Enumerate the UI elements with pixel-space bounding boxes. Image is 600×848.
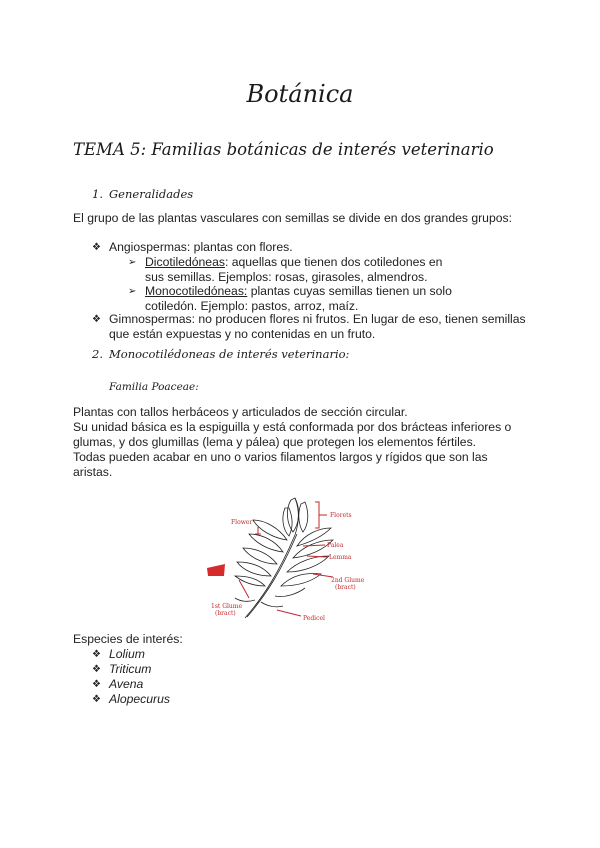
annotation-lines	[239, 502, 333, 616]
label-1st-glume: 1st Glume	[211, 603, 243, 610]
label-flower: Flower	[231, 519, 253, 526]
diamond-bullet-icon: ❖	[92, 314, 101, 325]
description-line: Todas pueden acabar en uno o varios filamentos largos y rígidos que son las aristas.	[73, 450, 488, 479]
red-marker-shape	[207, 564, 225, 576]
arrow-bullet-icon: ➢	[128, 286, 137, 297]
species-name: Lolium	[109, 647, 145, 661]
species-item	[92, 692, 532, 707]
section-1-number: 1.	[92, 187, 103, 201]
diamond-bullet-icon: ❖	[92, 694, 101, 705]
description-line: Plantas con tallos herbáceos y articulados de sección circular.	[73, 405, 408, 419]
species-name: Triticum	[109, 662, 152, 676]
section-1-heading	[92, 187, 193, 201]
bullet-gimnospermas	[92, 312, 532, 342]
section-2-title: Monocotilédoneas de interés veterinario:	[109, 347, 350, 361]
definition-text: : aquellas que tienen dos cotiledones en sus semillas. Ejemplos: rosas, girasoles, almendros.	[145, 255, 443, 284]
sub-bullet-dicotiledoneas	[128, 255, 458, 285]
section-2-heading	[92, 347, 349, 361]
diamond-bullet-icon: ❖	[92, 679, 101, 690]
species-item	[92, 647, 532, 662]
label-2nd-glume: 2nd Glume	[331, 577, 365, 584]
label-2nd-glume-bract: (bract)	[335, 584, 356, 591]
label-florets: Florets	[330, 512, 352, 519]
species-name: Avena	[109, 677, 144, 691]
bullet-angiospermas	[92, 240, 532, 255]
species-item	[92, 662, 532, 677]
term-dicotiledoneas: Dicotiledóneas	[145, 255, 225, 269]
diamond-bullet-icon: ❖	[92, 649, 101, 660]
section-2-number: 2.	[92, 347, 103, 361]
diamond-bullet-icon: ❖	[92, 242, 101, 253]
label-palea: Palea	[327, 542, 344, 549]
label-lemma: Lemma	[329, 554, 352, 561]
family-heading: Familia Poaceae:	[109, 381, 199, 393]
bullet-text: Angiospermas: plantas con flores.	[109, 240, 293, 254]
arrow-bullet-icon: ➢	[128, 257, 137, 268]
spikelet-diagram	[205, 490, 365, 630]
topic-heading: TEMA 5: Familias botánicas de interés veterinario	[73, 140, 494, 159]
species-name: Alopecurus	[109, 692, 170, 706]
family-description	[73, 405, 528, 480]
species-item	[92, 677, 532, 692]
species-heading: Especies de interés:	[73, 632, 183, 646]
label-1st-glume-bract: (bract)	[215, 610, 236, 617]
document-title: Botánica	[246, 80, 354, 108]
intro-paragraph: El grupo de las plantas vasculares con semillas se divide en dos grandes grupos:	[73, 211, 512, 225]
bullet-text: Gimnospermas: no producen flores ni frutos. En lugar de eso, tienen semillas que están expuestas y no contenidas en un fruto.	[109, 312, 526, 341]
spikelet-drawing	[235, 498, 333, 618]
label-pedicel: Pedicel	[303, 615, 325, 622]
sub-bullet-monocotiledoneas	[128, 284, 458, 314]
diamond-bullet-icon: ❖	[92, 664, 101, 675]
term-monocotiledoneas: Monocotiledóneas:	[145, 284, 248, 298]
section-1-title: Generalidades	[109, 187, 194, 201]
definition-text: plantas cuyas semillas tienen un solo cotiledón. Ejemplo: pastos, arroz, maíz.	[145, 284, 452, 313]
description-line: Su unidad básica es la espiguilla y está conformada por dos brácteas inferiores o glumas, y dos glumillas (lema y pálea) que protegen los elementos fértiles.	[73, 420, 512, 449]
